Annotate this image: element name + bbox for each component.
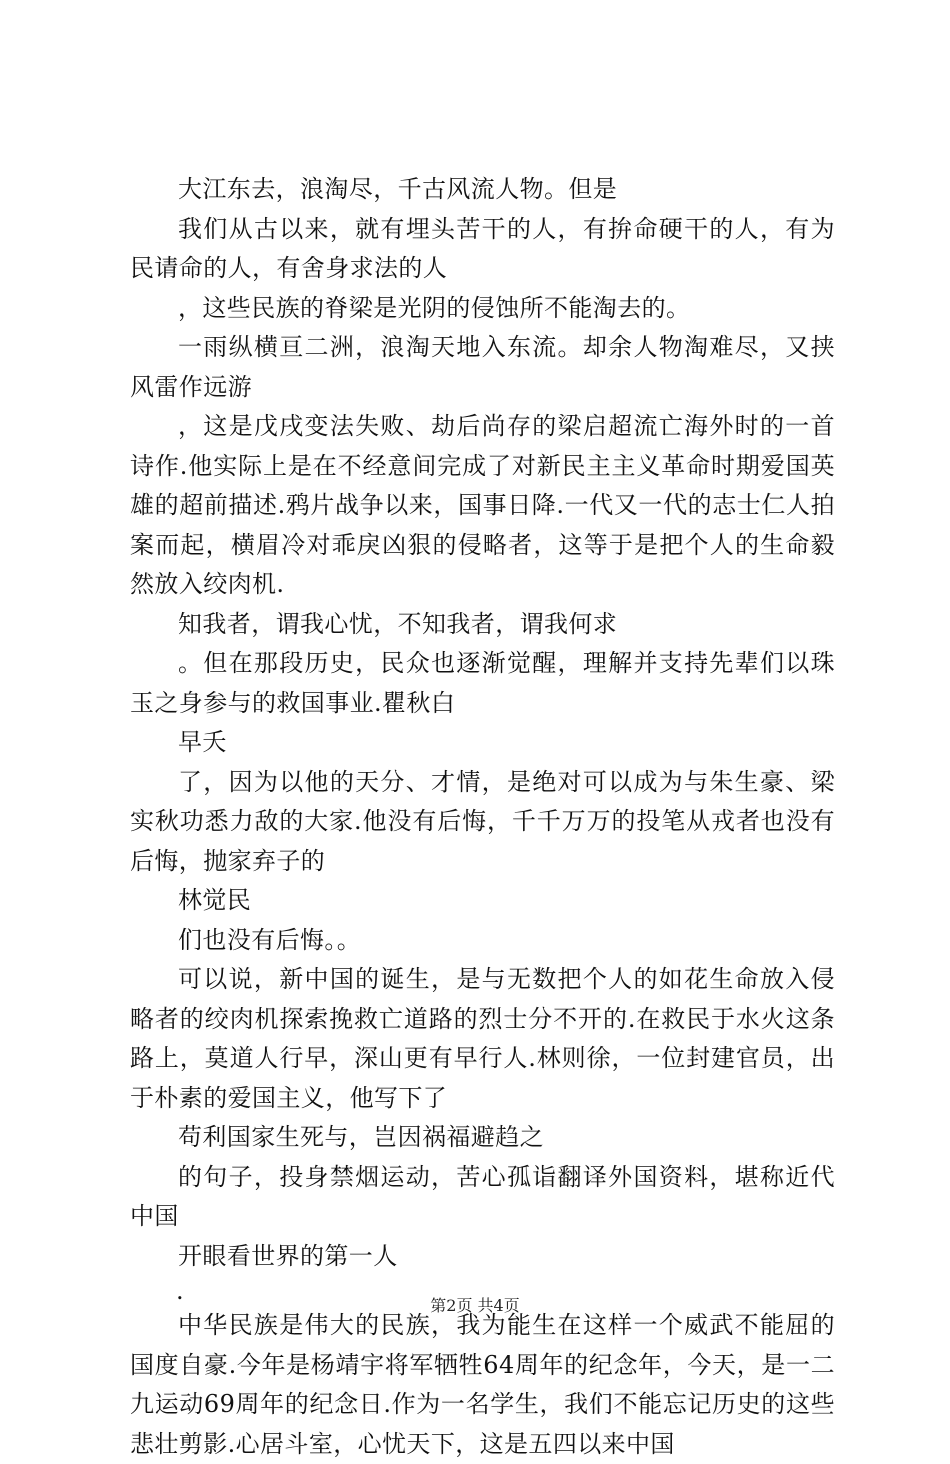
paragraph: 开眼看世界的第一人 — [178, 1241, 398, 1270]
paragraph: 大江东去，浪淘尽，千古风流人物。但是 — [178, 175, 618, 203]
paragraph: 林觉民 — [178, 886, 252, 914]
paragraph: ，这是戊戌变法失败、劫后尚存的梁启超流亡海外时的一首诗作.他实际上是在不经意间完成了对新民主主义革命时期爱国英雄的超前描述.鸦片战争以来，国事日降.一代又一代的志士仁人拍案而起，横眉冷对乖戾凶狠的侵略者，这等于是把个人的生命毅然放入绞肉机. — [130, 412, 835, 598]
paragraph: 。但在那段历史，民众也逐渐觉醒，理解并支持先辈们以珠玉之身参与的救国事业.瞿秋白 — [130, 649, 835, 717]
paragraph: 可以说，新中国的诞生，是与无数把个人的如花生命放入侵略者的绞肉机探索挽救亡道路的烈士分不开的.在救民于水火这条路上，莫道人行早，深山更有早行人.林则徐，一位封建官员，出于朴素的爱国主义，他写下了 — [130, 965, 835, 1112]
paragraph: . — [176, 1277, 185, 1305]
paragraph: 的句子，投身禁烟运动，苦心孤诣翻译外国资料，堪称近代中国 — [130, 1162, 835, 1230]
paragraph: 早夭 — [178, 728, 227, 756]
paragraph: 我们从古以来，就有埋头苦干的人，有拚命硬干的人，有为民请命的人，有舍身求法的人 — [130, 214, 835, 282]
page-number-footer: 第2页 共4页 — [430, 1296, 520, 1315]
paragraph: 苟利国家生死与，岂因祸福避趋之 — [178, 1123, 544, 1151]
paragraph: 一雨纵横亘二洲，浪淘天地入东流。却余人物淘难尽，又挟风雷作远游 — [130, 333, 835, 401]
paragraph: ，这些民族的脊梁是光阴的侵蚀所不能淘去的。 — [178, 293, 691, 322]
paragraph: 中华民族是伟大的民族，我为能生在这样一个威武不能屈的国度自豪.今年是杨靖宇将军牺牲64周年的纪念年，今天，是一二九运动69周年的纪念日.作为一名学生，我们不能忘记历史的这些悲壮剪影.心居斗室，心忧天下，这是五四以来中国 — [130, 1311, 835, 1458]
paragraph: 了，因为以他的天分、才情，是绝对可以成为与朱生豪、梁实秋功悉力敌的大家.他没有后悔，千千万万的投笔从戎者也没有后悔，抛家弃子的 — [130, 767, 835, 875]
body-text — [130, 170, 835, 1464]
paragraph: 知我者，谓我心忧，不知我者，谓我何求 — [178, 609, 618, 638]
paragraph: 们也没有后悔。。 — [178, 925, 362, 954]
